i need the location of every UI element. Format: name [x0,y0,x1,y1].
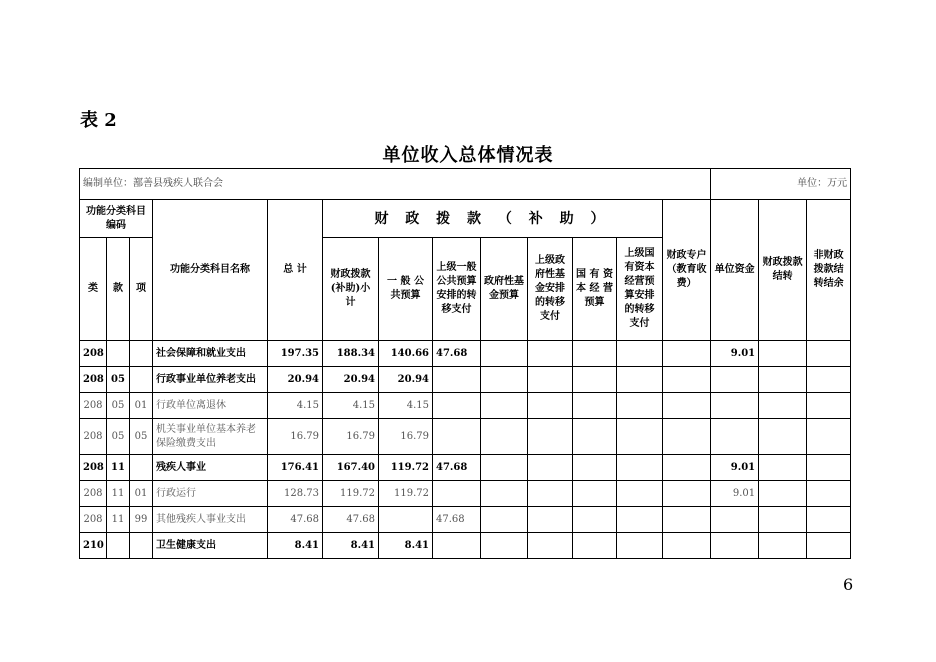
cell-fiscal-carryover [759,533,807,559]
cell-special-account [663,419,711,455]
table-row [80,341,851,367]
cell-lei: 208 [80,419,107,455]
cell-nonfiscal-carryover [807,393,851,419]
cell-state-capital [573,481,617,507]
cell-upper-state-capital [617,481,663,507]
cell-general-budget: 8.41 [379,533,433,559]
cell-state-capital [573,507,617,533]
cell-nonfiscal-carryover [807,419,851,455]
cell-gov-fund [481,341,528,367]
unit-cell: 单位：万元 [711,169,851,200]
cell-name: 行政运行 [153,481,268,507]
cell-nonfiscal-carryover [807,533,851,559]
cell-total: 128.73 [268,481,323,507]
cell-gov-fund [481,419,528,455]
header-special-account: 财政专户（教育收费） [663,200,711,341]
header-fiscal-carryover: 财政拨款结转 [759,200,807,341]
cell-xiang [130,341,153,367]
cell-xiang: 05 [130,419,153,455]
cell-special-account [663,341,711,367]
cell-upper-gov-fund [528,507,573,533]
cell-gov-fund [481,533,528,559]
document-title: 单位收入总体情况表 [382,145,554,166]
table-row [80,455,851,481]
cell-lei: 208 [80,367,107,393]
cell-name: 卫生健康支出 [153,533,268,559]
table-row [80,507,851,533]
cell-upper-gov-fund [528,533,573,559]
header-nonfiscal-carryover: 非财政拨款结转结余 [807,200,851,341]
cell-gov-fund [481,481,528,507]
cell-subtotal: 188.34 [323,341,379,367]
cell-xiang: 99 [130,507,153,533]
cell-special-account [663,533,711,559]
header-unit-funds: 单位资金 [711,200,759,341]
cell-kuan: 05 [107,367,130,393]
cell-name: 社会保障和就业支出 [153,341,268,367]
cell-gov-fund [481,393,528,419]
cell-subtotal: 16.79 [323,419,379,455]
cell-general-budget [379,507,433,533]
cell-general-budget: 140.66 [379,341,433,367]
cell-name: 机关事业单位基本养老保险缴费支出 [153,419,268,455]
cell-upper-state-capital [617,533,663,559]
table-row [80,393,851,419]
cell-general-budget: 4.15 [379,393,433,419]
cell-unit-funds [711,533,759,559]
cell-name: 残疾人事业 [153,455,268,481]
cell-fiscal-carryover [759,481,807,507]
cell-upper-general: 47.68 [433,341,481,367]
cell-subtotal: 119.72 [323,481,379,507]
cell-xiang: 01 [130,393,153,419]
cell-general-budget: 119.72 [379,481,433,507]
cell-fiscal-carryover [759,393,807,419]
cell-nonfiscal-carryover [807,341,851,367]
header-state-capital: 国 有 资 本 经 营 预算 [573,238,617,341]
cell-nonfiscal-carryover [807,507,851,533]
cell-subtotal: 20.94 [323,367,379,393]
compiler-cell: 编制单位：鄯善县残疾人联合会 [80,169,711,200]
cell-state-capital [573,393,617,419]
cell-lei: 210 [80,533,107,559]
header-gov-fund: 政府性基金预算 [481,238,528,341]
header-fiscal-subtotal: 财政拨款(补助)小计 [323,238,379,341]
cell-name: 行政事业单位养老支出 [153,367,268,393]
meta-row [80,169,851,200]
cell-upper-state-capital [617,393,663,419]
cell-general-budget: 119.72 [379,455,433,481]
cell-unit-funds [711,507,759,533]
cell-nonfiscal-carryover [807,455,851,481]
cell-upper-general [433,419,481,455]
cell-total: 4.15 [268,393,323,419]
header-row-1 [80,200,851,238]
cell-upper-general [433,533,481,559]
cell-fiscal-carryover [759,341,807,367]
cell-kuan [107,533,130,559]
cell-upper-gov-fund [528,481,573,507]
header-xiang: 项 [130,238,153,341]
cell-lei: 208 [80,341,107,367]
header-general-budget: 一 般 公 共预算 [379,238,433,341]
cell-xiang: 01 [130,481,153,507]
header-upper-general-transfer: 上级一般公共预算安排的转移支付 [433,238,481,341]
table-row [80,533,851,559]
table-row [80,419,851,455]
table-body [80,341,851,559]
cell-upper-state-capital [617,419,663,455]
cell-kuan: 11 [107,455,130,481]
cell-subtotal: 167.40 [323,455,379,481]
cell-nonfiscal-carryover [807,367,851,393]
header-total: 总 计 [268,200,323,341]
cell-upper-gov-fund [528,341,573,367]
cell-upper-general: 47.68 [433,507,481,533]
income-summary-table [79,168,851,559]
header-name: 功能分类科目名称 [153,200,268,341]
cell-upper-general [433,367,481,393]
cell-upper-general: 47.68 [433,455,481,481]
cell-unit-funds [711,367,759,393]
cell-subtotal: 4.15 [323,393,379,419]
cell-fiscal-carryover [759,419,807,455]
cell-special-account [663,393,711,419]
cell-upper-state-capital [617,367,663,393]
cell-total: 176.41 [268,455,323,481]
cell-total: 20.94 [268,367,323,393]
cell-xiang [130,533,153,559]
cell-name: 行政单位离退休 [153,393,268,419]
cell-nonfiscal-carryover [807,481,851,507]
cell-lei: 208 [80,507,107,533]
cell-unit-funds [711,419,759,455]
cell-kuan: 05 [107,393,130,419]
cell-upper-general [433,393,481,419]
table-number-label: 表 2 [80,110,117,131]
header-lei: 类 [80,238,107,341]
cell-state-capital [573,341,617,367]
cell-upper-general [433,481,481,507]
header-upper-state-capital-transfer: 上级国有资本经营预算安排的转移支付 [617,238,663,341]
cell-upper-gov-fund [528,367,573,393]
cell-fiscal-carryover [759,507,807,533]
cell-xiang [130,455,153,481]
cell-upper-gov-fund [528,393,573,419]
header-kuan: 款 [107,238,130,341]
cell-gov-fund [481,455,528,481]
cell-gov-fund [481,507,528,533]
page-number: 6 [843,575,854,594]
cell-state-capital [573,367,617,393]
cell-total: 197.35 [268,341,323,367]
cell-unit-funds: 9.01 [711,455,759,481]
cell-state-capital [573,455,617,481]
cell-xiang [130,367,153,393]
cell-kuan: 05 [107,419,130,455]
cell-name: 其他残疾人事业支出 [153,507,268,533]
header-fiscal-group: 财 政 拨 款 （ 补 助 ） [323,200,663,238]
cell-state-capital [573,533,617,559]
cell-lei: 208 [80,455,107,481]
cell-lei: 208 [80,481,107,507]
cell-unit-funds [711,393,759,419]
cell-total: 47.68 [268,507,323,533]
cell-total: 8.41 [268,533,323,559]
cell-special-account [663,455,711,481]
cell-special-account [663,367,711,393]
cell-special-account [663,481,711,507]
cell-lei: 208 [80,393,107,419]
cell-gov-fund [481,367,528,393]
cell-upper-state-capital [617,507,663,533]
header-code-group: 功能分类科目编码 [80,200,153,238]
cell-subtotal: 8.41 [323,533,379,559]
cell-special-account [663,507,711,533]
cell-total: 16.79 [268,419,323,455]
header-upper-gov-fund-transfer: 上级政府性基金安排的转移支付 [528,238,573,341]
cell-fiscal-carryover [759,367,807,393]
table-row [80,367,851,393]
cell-kuan: 11 [107,481,130,507]
cell-upper-gov-fund [528,419,573,455]
cell-subtotal: 47.68 [323,507,379,533]
cell-general-budget: 20.94 [379,367,433,393]
cell-kuan: 11 [107,507,130,533]
cell-fiscal-carryover [759,455,807,481]
table-row [80,481,851,507]
cell-upper-state-capital [617,455,663,481]
cell-state-capital [573,419,617,455]
cell-unit-funds: 9.01 [711,481,759,507]
cell-general-budget: 16.79 [379,419,433,455]
cell-kuan [107,341,130,367]
cell-upper-state-capital [617,341,663,367]
cell-unit-funds: 9.01 [711,341,759,367]
cell-upper-gov-fund [528,455,573,481]
